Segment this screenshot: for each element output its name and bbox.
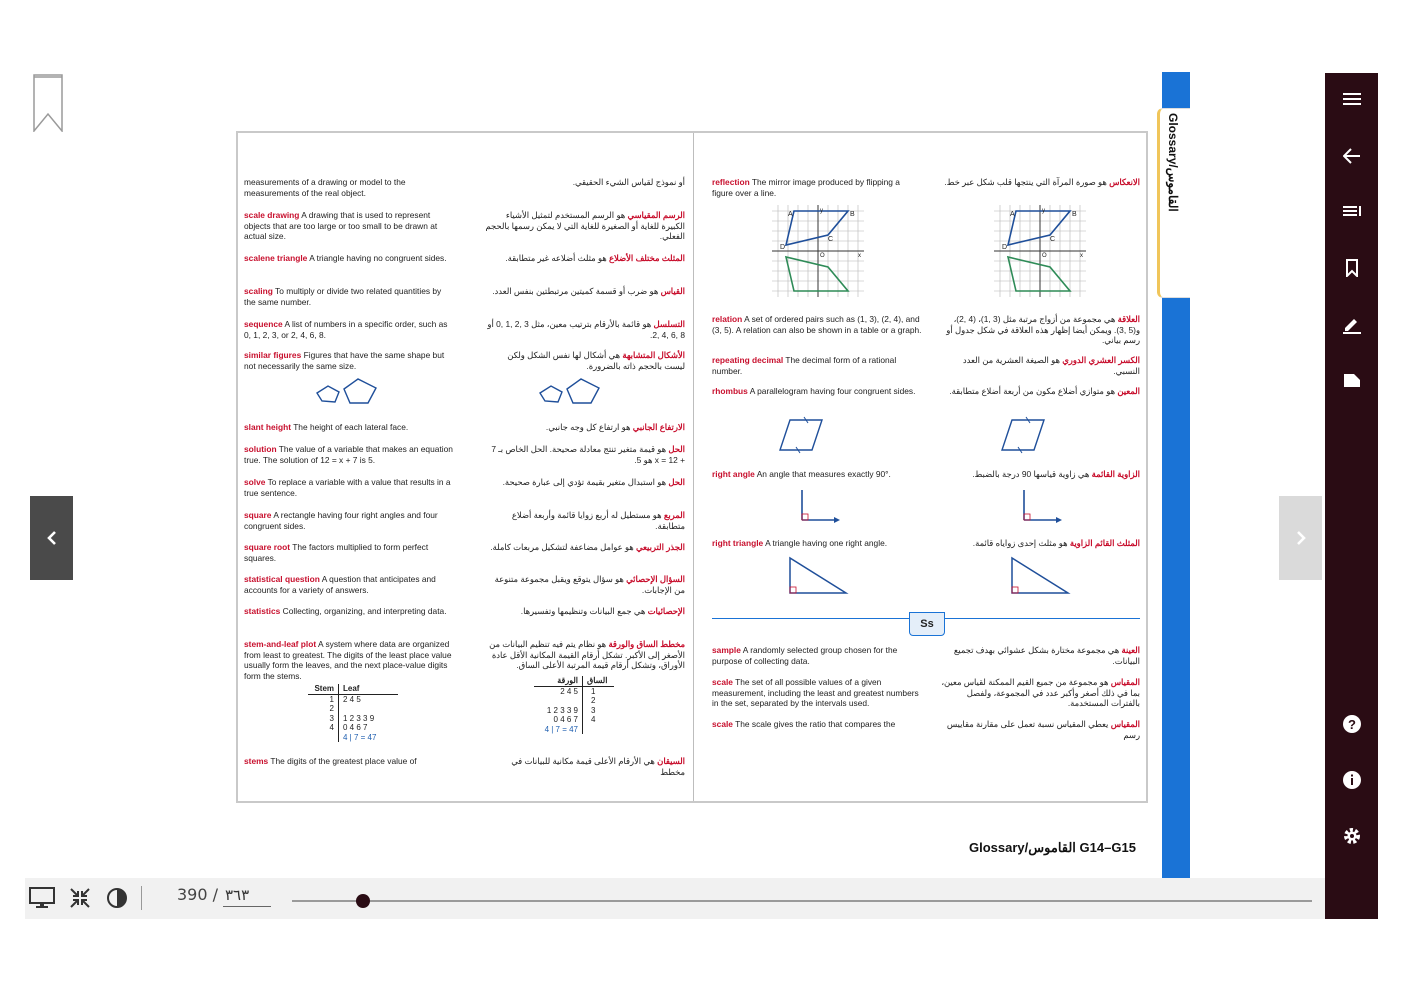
entry-definition-ar: أو نموذج لقياس الشيء الحقيقي. (572, 177, 685, 187)
entry-definition-ar: هي مجموعة مختارة بشكل عشوائي بهدف تجميع البيانات. (953, 645, 1140, 666)
svg-text:y: y (1042, 208, 1045, 214)
entry-term: scale (712, 677, 733, 687)
entry-term-ar: المثلث القائم الزاوية (1069, 538, 1140, 548)
previous-page-button[interactable] (30, 496, 73, 580)
glossary-entry (244, 319, 685, 343)
entry-term: reflection (712, 177, 750, 187)
entry-definition-ar: هو الصيغة العشرية من العدد النسبي. (962, 355, 1140, 376)
glossary-entry (712, 677, 1140, 711)
entry-term: stem-and-leaf plot (244, 639, 317, 649)
leaf-values (343, 704, 376, 714)
fullscreen-toggle-button[interactable] (67, 886, 93, 910)
entry-term: square root (244, 542, 291, 552)
reader-bottom-bar (25, 878, 1325, 919)
entry-definition: A set of ordered pairs such as (1, 3), (2, 4), and (3, 5). A relation can also be shown in a table or a graph. (712, 314, 922, 335)
entry-term: rhombus (712, 386, 748, 396)
back-arrow-icon (1343, 148, 1361, 164)
table-of-contents-button[interactable] (1325, 194, 1378, 230)
monitor-icon (29, 887, 55, 909)
entry-term: repeating decimal (712, 355, 784, 365)
right-triangle-illustration-ar (1008, 556, 1072, 596)
entry-definition: The scale gives the ratio that compares the (735, 719, 896, 729)
glossary-entry (712, 645, 1140, 669)
svg-text:y: y (820, 208, 823, 214)
settings-icon (1342, 826, 1362, 846)
entry-definition: A randomly selected group chosen for the purpose of collecting data. (712, 645, 898, 666)
glossary-entry (244, 286, 685, 310)
glossary-entry (712, 719, 1140, 740)
entry-term-ar: الارتفاع الجانبي (632, 422, 685, 432)
entry-definition-ar: هي زاوية قياسها 90 درجة بالضبط. (972, 469, 1090, 479)
stem-leaf-plot (308, 684, 398, 742)
svg-text:C: C (1050, 236, 1056, 243)
bookmark-icon (1345, 259, 1359, 277)
right-angle-illustration-ar (1020, 488, 1062, 524)
entry-definition-ar: هو استبدال متغير بقيمة تؤدي إلى عبارة صحيحة. (502, 477, 667, 487)
glossary-entry (244, 177, 685, 201)
glossary-entry (244, 350, 685, 374)
notes-button[interactable] (1325, 362, 1378, 398)
help-button[interactable] (1325, 706, 1378, 742)
help-icon (1342, 714, 1362, 734)
svg-text:D: D (780, 244, 786, 251)
entry-definition-ar: هي أشكال لها نفس الشكل ولكن ليست بالحجم ذاته بالضرورة. (507, 350, 685, 371)
entry-term-ar: العينة (1121, 645, 1140, 655)
settings-button[interactable] (1325, 818, 1378, 854)
entry-term: similar figures (244, 350, 302, 360)
entry-term-ar: السؤال الإحصائي (626, 574, 685, 584)
entry-definition: To multiply or divide two related quantities by the same number. (244, 286, 442, 307)
pen-icon (1342, 314, 1362, 334)
entry-term-ar: الحل (668, 477, 685, 487)
stem-header: Stem (308, 684, 339, 694)
entry-definition-ar: هي مجموعة من أزواج مرتبة مثل (3 ,1)، (4 ,2)، و(5 ,3). ويمكن أيضا إظهار هذه العلاقة في شكل جدول أو رسم بياني. (946, 314, 1140, 345)
svg-text:B: B (1072, 211, 1077, 218)
glossary-entry (244, 477, 685, 501)
entry-term: scalene triangle (244, 253, 308, 263)
entry-definition: A triangle having one right angle. (765, 538, 888, 548)
entry-definition-ar: هو قائمة بالأرقام بترتيب معين، مثل 3 ,2 ,1 ,0 أو 8 ,6 ,4 ,2. (487, 319, 685, 340)
svg-text:C: C (828, 236, 834, 243)
entry-definition: A system where data are organized from least to greatest. The digits of the least place value usually form the leaves, and the next place-value digits form the stems. (244, 639, 452, 681)
entry-term: sample (712, 645, 741, 655)
info-button[interactable] (1325, 762, 1378, 798)
right-angle-illustration (798, 488, 840, 524)
stem-value: 1 (329, 694, 334, 704)
entry-term-ar: المقياس (1110, 719, 1140, 729)
entry-definition-ar: هو ارتفاع كل وجه جانبي. (545, 422, 631, 432)
entry-term: square (244, 510, 272, 520)
entry-term-ar: السيقان (657, 756, 685, 766)
glossary-entry (244, 606, 685, 630)
entry-term: relation (712, 314, 743, 324)
entry-term-ar: الجذر التربيعي (636, 542, 685, 552)
entry-definition: To replace a variable with a value that results in a true sentence. (244, 477, 451, 498)
similar-figures-illustration (314, 377, 384, 409)
annotate-button[interactable] (1325, 306, 1378, 342)
leaf-values-ar (534, 696, 578, 706)
entry-term-ar: الكسر العشري الدوري (1062, 355, 1140, 365)
entry-term-ar: المعين (1117, 386, 1140, 396)
entry-term-ar: التسلسل (653, 319, 685, 329)
entry-term-ar: الأشكال المتشابهة (622, 350, 685, 360)
stem-value: 2 (329, 704, 334, 713)
entry-term: scale (712, 719, 733, 729)
entry-definition: The height of each lateral face. (293, 422, 409, 432)
glossary-entry (244, 422, 685, 436)
entry-term: scale drawing (244, 210, 300, 220)
stem-leaf-key-ar: 4 | 7 = 47 (544, 724, 578, 734)
svg-text:O: O (1042, 253, 1047, 259)
entry-term: statistics (244, 606, 281, 616)
entry-definition-ar: هي جمع البيانات وتنظيمها وتفسيرها. (520, 606, 646, 616)
left-page (238, 133, 694, 801)
glossary-entry (244, 444, 685, 468)
entry-definition: The digits of the greatest place value of (270, 756, 417, 766)
stem-value-ar: 4 (591, 715, 596, 724)
entry-definition: A drawing that is used to represent objects that are too large or too small to be drawn at actual size. (244, 210, 438, 241)
glossary-entry (712, 355, 1140, 379)
contrast-icon (106, 887, 128, 909)
folder-icon (1343, 372, 1361, 388)
rhombus-illustration (776, 416, 826, 454)
entry-definition: A parallelogram having four congruent sides. (749, 386, 916, 396)
entry-definition: Collecting, organizing, and interpreting data. (282, 606, 447, 616)
leaf-values: 0 4 6 7 (343, 723, 368, 732)
page-footer-label: Glossary/القاموس G14–G15 (969, 840, 1136, 855)
stem-value: 4 (329, 723, 334, 732)
entry-definition: A list of numbers in a specific order, such as 0, 1, 2, 3, or 2, 4, 6, 8. (244, 319, 448, 340)
display-mode-button[interactable] (29, 886, 55, 910)
entry-definition-ar: هو متوازي أضلاع مكون من أربعة أضلاع متطابقة. (949, 386, 1115, 396)
bookmark-ribbon-icon[interactable] (33, 74, 63, 132)
entry-term-ar: المثلث مختلف الأضلاع (609, 253, 685, 263)
entry-term-ar: المربع (663, 510, 685, 520)
entry-term: statistical question (244, 574, 320, 584)
stem-leaf-plot-ar (534, 676, 614, 734)
glossary-entry (244, 574, 685, 598)
page-total: 390 / (177, 885, 219, 904)
svg-text:D: D (1002, 244, 1008, 251)
entry-term: sequence (244, 319, 283, 329)
entry-definition-ar: هو مستطيل له أربع زوايا قائمة وأربعة أضلاع متطابقة. (511, 510, 685, 531)
svg-text:x: x (858, 253, 861, 259)
entry-term-ar: الحل (668, 444, 685, 454)
glossary-entry (244, 253, 685, 277)
bookmarks-button[interactable] (1325, 250, 1378, 286)
entry-definition-ar: هو مثلث إحدى زواياه قائمة. (972, 538, 1068, 548)
glossary-entry (712, 386, 1140, 410)
entry-definition-ar: هو ضرب أو قسمة كميتين مرتبطتين بنفس العدد. (492, 286, 659, 296)
entry-term: slant height (244, 422, 291, 432)
leaf-values-ar: 1 2 3 3 9 (546, 705, 578, 715)
next-page-button[interactable] (1279, 496, 1322, 580)
glossary-tab[interactable] (1157, 108, 1190, 298)
entry-definition: An angle that measures exactly 90°. (756, 469, 891, 479)
glossary-entry (712, 177, 1140, 201)
collapse-icon (69, 887, 91, 909)
rhombus-illustration-ar (998, 416, 1048, 454)
svg-text:A: A (1010, 211, 1015, 218)
reflection-grid-illustration-ar (994, 205, 1086, 297)
entry-definition-ar: هي الأرقام الأعلى قيمة مكانية للبيانات في مخطط (511, 756, 685, 777)
stem-leaf-key: 4 | 7 = 47 (343, 732, 377, 742)
glossary-entry (244, 542, 685, 566)
entry-term: scaling (244, 286, 273, 296)
glossary-entry (244, 210, 685, 242)
entry-term-ar: الزاوية القائمة (1091, 469, 1140, 479)
page-slider-thumb[interactable] (356, 894, 370, 908)
glossary-entry (244, 756, 685, 777)
glossary-entry (244, 510, 685, 534)
svg-text:A: A (788, 211, 793, 218)
entry-definition-ar: يعطي المقياس نسبة تعمل على مقارنة مقاييس رسم (946, 719, 1140, 740)
section-letter-badge: Ss (909, 612, 945, 636)
stem-value-ar: 1 (591, 686, 596, 696)
entry-term-ar: الانعكاس (1109, 177, 1140, 187)
entry-definition-ar: هو مجموعة من جميع القيم الممكنة لقياس معين، بما في ذلك أصغر وأكبر عدد في المجموعة، ولفصل بالفترات المستخدمة. (941, 677, 1140, 708)
menu-button[interactable] (1325, 81, 1378, 117)
entry-definition-ar: هو سؤال يتوقع ويقبل مجموعة متنوعة من الإجابات. (494, 574, 685, 595)
leaf-values: 1 2 3 3 9 (343, 713, 375, 723)
entry-term: solve (244, 477, 266, 487)
glossary-entry (712, 538, 1140, 552)
entry-definition: The value of a variable that makes an equation true. The solution of 12 = x + 7 is 5. (244, 444, 453, 465)
right-triangle-illustration (786, 556, 850, 596)
entry-definition: The mirror image produced by flipping a figure over a line. (712, 177, 900, 198)
svg-text:O: O (820, 253, 825, 259)
entry-term-ar: المقياس (1110, 677, 1140, 687)
entry-definition-ar: هو قيمة متغير تنتج معادلة صحيحة. الحل الخاص بـ 7 + x = 12 هو 5. (491, 444, 685, 465)
entry-definition-ar: هو صورة المرآة التي ينتجها قلب شكل عبر خط. (944, 177, 1107, 187)
glossary-entry (712, 314, 1140, 346)
toc-icon (1343, 205, 1361, 219)
entry-term-ar: الإحصائيات (647, 606, 685, 616)
page-number-input[interactable] (223, 884, 271, 907)
leaf-header-ar: الورقة (534, 676, 583, 686)
entry-term: right triangle (712, 538, 764, 548)
entry-term-ar: مخطط الساق والورقة (608, 639, 685, 649)
info-icon (1342, 770, 1362, 790)
entry-term: solution (244, 444, 277, 454)
entry-term: stems (244, 756, 269, 766)
leaf-header: Leaf (343, 684, 360, 693)
entry-definition: A triangle having no congruent sides. (309, 253, 447, 263)
stem-value-ar: 3 (591, 705, 596, 715)
entry-definition-ar: هو عوامل مضاعفة لتشكيل مربعات كاملة. (490, 542, 634, 552)
similar-figures-illustration-ar (537, 377, 607, 409)
leaf-values-ar: 0 4 6 7 (553, 715, 578, 724)
glossary-entry (712, 469, 1140, 483)
page-slider-track[interactable] (292, 900, 1312, 902)
menu-icon (1343, 92, 1361, 106)
chevron-right-icon (1294, 529, 1308, 547)
entry-definition: A question that anticipates and accounts for a variety of answers. (244, 574, 436, 595)
entry-definition-ar: هو نظام يتم فيه تنظيم البيانات من الأصغر إلى الأكبر. تشكل أرقام القيمة المكانية الأقل عادة الأوراق، وتشكل أرقام قيمة المرتبة الأعلى الساق. (489, 639, 685, 670)
entry-definition: Figures that have the same shape but not necessarily the same size. (244, 350, 445, 371)
entry-definition: The set of all possible values of a given measurement, including the least and greatest numbers in the set, separated by the intervals used. (712, 677, 919, 708)
book-spread (236, 131, 1148, 803)
entry-definition: A rectangle having four right angles and four congruent sides. (244, 510, 438, 531)
leaf-values-ar: 2 4 5 (560, 686, 578, 696)
glossary-entry (244, 639, 685, 683)
reflection-grid-illustration (772, 205, 864, 297)
stem-value: 3 (329, 713, 334, 723)
toolbar-divider (141, 886, 142, 910)
contrast-button[interactable] (104, 886, 130, 910)
right-page (694, 133, 1146, 801)
chevron-left-icon (45, 529, 59, 547)
svg-text:B: B (850, 211, 855, 218)
entry-definition: measurements of a drawing or model to the measurements of the real object. (244, 177, 406, 198)
entry-definition-ar: هو الرسم المستخدم لتمثيل الأشياء الكبيرة للغاية أو الصغيرة للغاية التي لا يمكن رسمها بالحجم الفعلي. (485, 210, 685, 241)
entry-definition-ar: هو مثلث أضلاعه غير متطابقة. (505, 253, 607, 263)
reader-toolbar (1325, 73, 1378, 919)
entry-term: right angle (712, 469, 755, 479)
back-button[interactable] (1325, 138, 1378, 174)
entry-term-ar: العلاقة (1117, 314, 1140, 324)
svg-text:x: x (1080, 253, 1083, 259)
entry-definition: The decimal form of a rational number. (712, 355, 897, 376)
stem-value-ar: 2 (591, 696, 596, 705)
entry-term-ar: القياس (660, 286, 685, 296)
svg-text:?: ? (1347, 717, 1356, 732)
glossary-tab-label: Glossary/القاموس (1166, 113, 1180, 212)
entry-definition: The factors multiplied to form perfect squares. (244, 542, 429, 563)
entry-term-ar: الرسم المقياسي (627, 210, 685, 220)
leaf-values: 2 4 5 (343, 694, 361, 704)
stem-header-ar: الساق (587, 676, 608, 685)
